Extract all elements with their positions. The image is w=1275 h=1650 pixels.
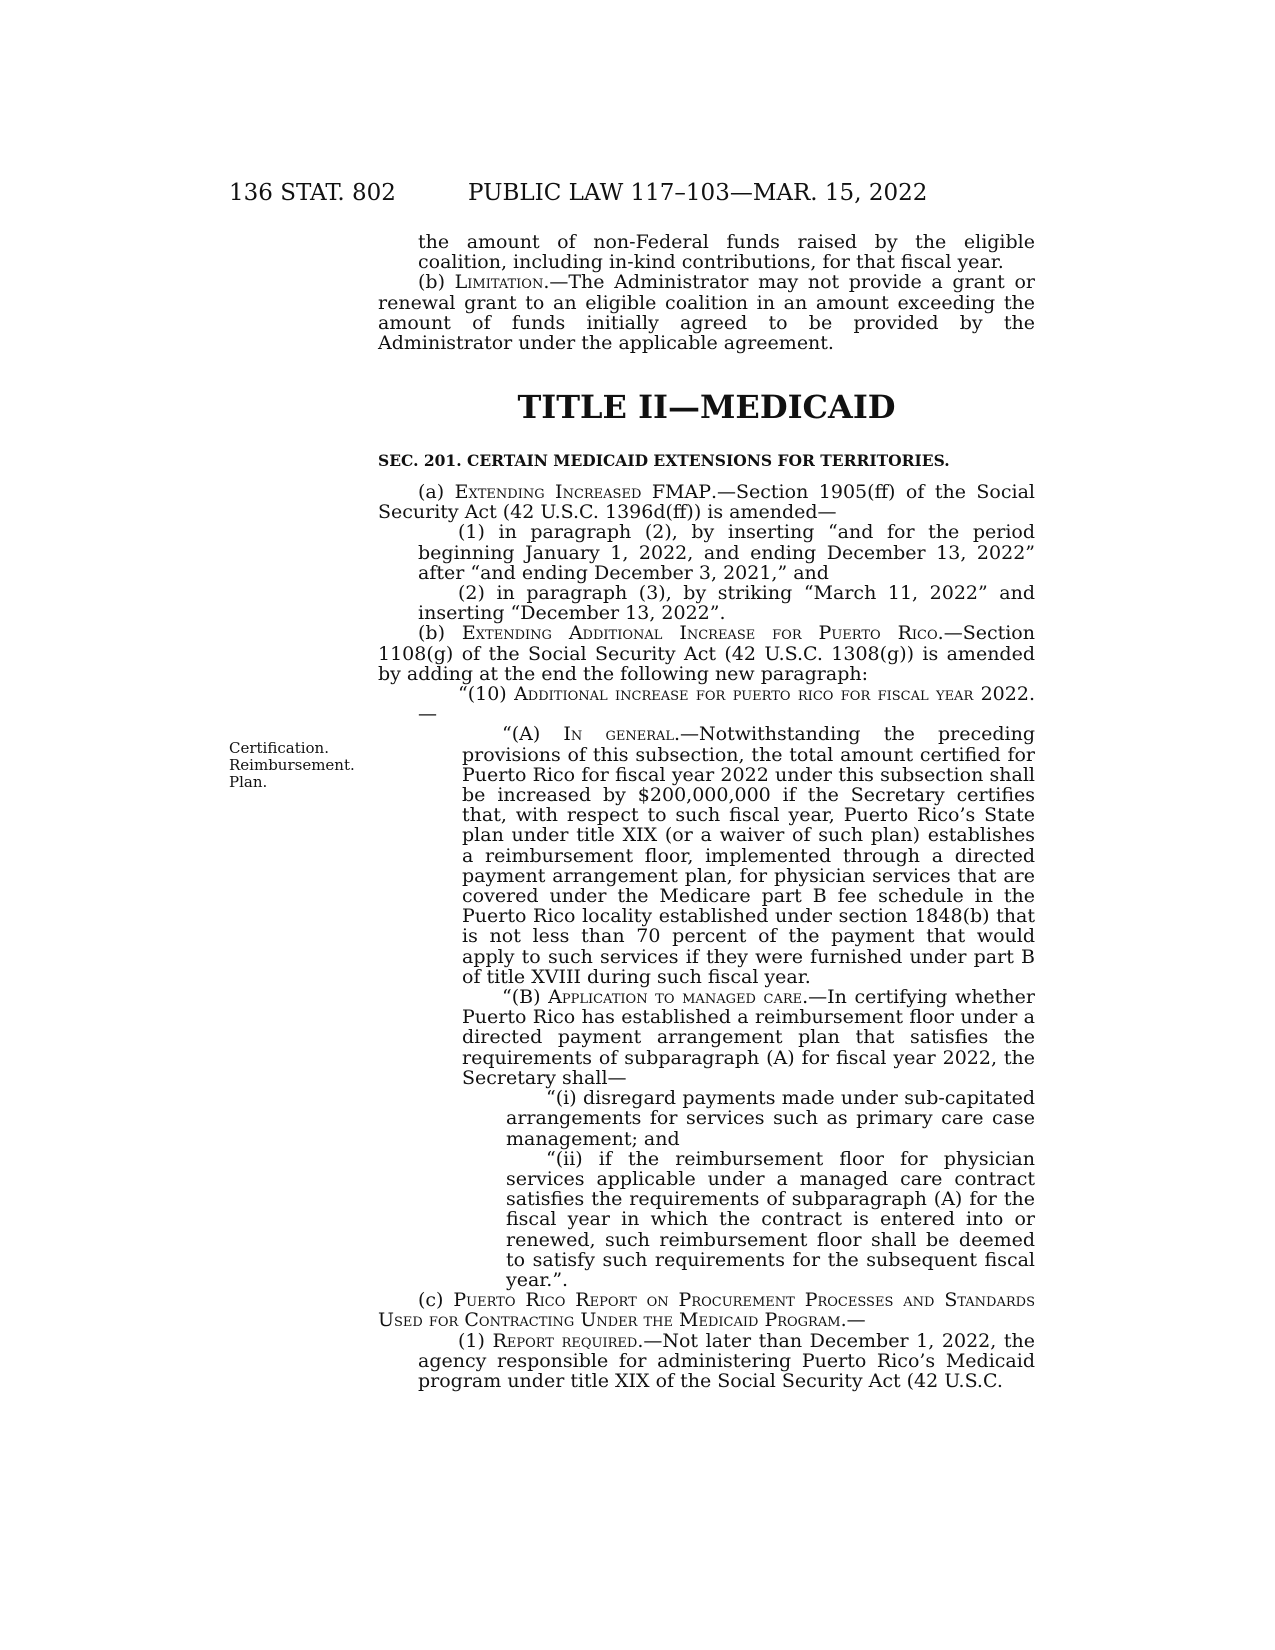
paragraph-suffix: .— bbox=[418, 683, 1035, 726]
subsection-heading: Limitation bbox=[454, 271, 544, 294]
subsection-prefix: (b) bbox=[418, 271, 455, 294]
paragraph-a1: (1) in paragraph (2), by inserting “and for the period beginning January 1, 2022, and ending December 13, 2022” after “and ending December 3, 2021,” and bbox=[418, 521, 1035, 584]
clause-i: “(i) disregard payments made under sub-capitated arrangements for services such as primary care case management; and bbox=[506, 1087, 1035, 1150]
section-body bbox=[378, 482, 1035, 1391]
margin-note bbox=[229, 740, 355, 791]
paragraph-heading: Report required bbox=[492, 1329, 638, 1352]
subsection-prefix: (a) bbox=[418, 481, 455, 503]
subsection-body: .—Section 1108(g) of the Social Security Act (42 U.S.C. 1308(g)) is amended by adding at the end the following new paragraph: bbox=[378, 622, 1035, 685]
margin-note-plan: Plan. bbox=[229, 773, 268, 791]
subsection-a bbox=[378, 482, 1035, 522]
paragraph-a2: (2) in paragraph (3), by striking “March 11, 2022” and inserting “December 13, 2022”. bbox=[418, 582, 1035, 625]
margin-note-reimbursement: Reimbursement. bbox=[229, 756, 355, 774]
subparagraph-prefix: “(B) bbox=[502, 986, 549, 1009]
subsection-body: .—The Administrator may not provide a grant or renewal grant to an eligible coalition in an amount exceeding the amount of funds initially agreed to be provided by the Administrator under the applicable agreement. bbox=[378, 271, 1035, 355]
subparagraph-A bbox=[378, 724, 1035, 987]
subparagraph-body: .—In certifying whether Puerto Rico has established a reimbursement floor under a directed payment arrangement plan that satisfies the requirements of subparagraph (A) for fiscal year 2022, the Secretary shall— bbox=[462, 986, 1035, 1089]
subsection-prefix: (c) bbox=[418, 1289, 454, 1312]
top-text-block bbox=[378, 232, 1035, 353]
subsection-heading: Extending Additional Increase for Puerto Rico bbox=[461, 622, 938, 645]
subsection-body: .—Section 1905(ff) of the Social Security Act (42 U.S.C. 1396d(ff)) is amended— bbox=[378, 481, 1035, 524]
page-reference: 136 STAT. 802 bbox=[229, 180, 396, 206]
paragraph-heading: Additional increase for puerto rico for fiscal year 2022 bbox=[514, 683, 1029, 706]
subparagraph-B bbox=[378, 987, 1035, 1088]
subsection-c bbox=[378, 1290, 1035, 1330]
margin-note-certification: Certification. bbox=[229, 739, 329, 757]
subsection-heading: Extending Increased FMAP bbox=[454, 481, 711, 503]
section-heading: SEC. 201. CERTAIN MEDICAID EXTENSIONS FOR TERRITORIES. bbox=[378, 451, 950, 470]
paragraph-prefix: (1) bbox=[458, 1329, 493, 1352]
paragraph-prefix: “(10) bbox=[458, 683, 515, 706]
clause-ii: “(ii) if the reimbursement floor for physician services applicable under a managed care contract satisfies the requirements of subparagraph (A) for the fiscal year in which the contract is entered into or renewed, such reimbursement floor shall be deemed to satisfy such requirements for the subsequent fiscal year.”. bbox=[506, 1147, 1035, 1291]
continuation-paragraph: the amount of non-Federal funds raised by the eligible coalition, including in-kind contributions, for that fiscal year. bbox=[418, 231, 1035, 274]
paragraph-10 bbox=[378, 684, 1035, 724]
title-heading: TITLE II—MEDICAID bbox=[517, 388, 896, 426]
subparagraph-body: .—Notwithstanding the preceding provisions of this subsection, the total amount certified for Puerto Rico for fiscal year 2022 under this subsection shall be increased by $200,000,000 if the Secretary certifies that, with respect to such fiscal year, Puerto Rico’s State plan under title XIX (or a waiver of such plan) establishes a reimbursement floor, implemented through a directed payment arrangement plan, for physician services that are covered under the Medicare part B fee schedule in the Puerto Rico locality established under section 1848(b) that is not less than 70 percent of the payment that would apply to such services if they were furnished under part B of title XVIII during such fiscal year. bbox=[462, 723, 1035, 988]
paragraph-c1 bbox=[378, 1331, 1035, 1392]
subparagraph-heading: In general bbox=[563, 723, 675, 746]
paragraph-body: .—Not later than December 1, 2022, the agency responsible for administering Puerto Rico’s Medicaid program under title XIX of the Social Security Act (42 U.S.C. bbox=[418, 1329, 1036, 1392]
subsection-suffix: .— bbox=[840, 1309, 866, 1332]
subsection-prefix: (b) bbox=[418, 622, 462, 645]
subparagraph-prefix: “(A) bbox=[502, 723, 564, 746]
subsection-b bbox=[378, 623, 1035, 684]
subparagraph-heading: Application to managed care bbox=[548, 986, 803, 1009]
subsection-b-limitation bbox=[378, 272, 1035, 353]
running-head: PUBLIC LAW 117–103—MAR. 15, 2022 bbox=[468, 180, 928, 206]
subsection-heading: Puerto Rico Report on Procurement Processes and Standards Used for Contracting Under the Medicaid Program bbox=[378, 1289, 1035, 1332]
